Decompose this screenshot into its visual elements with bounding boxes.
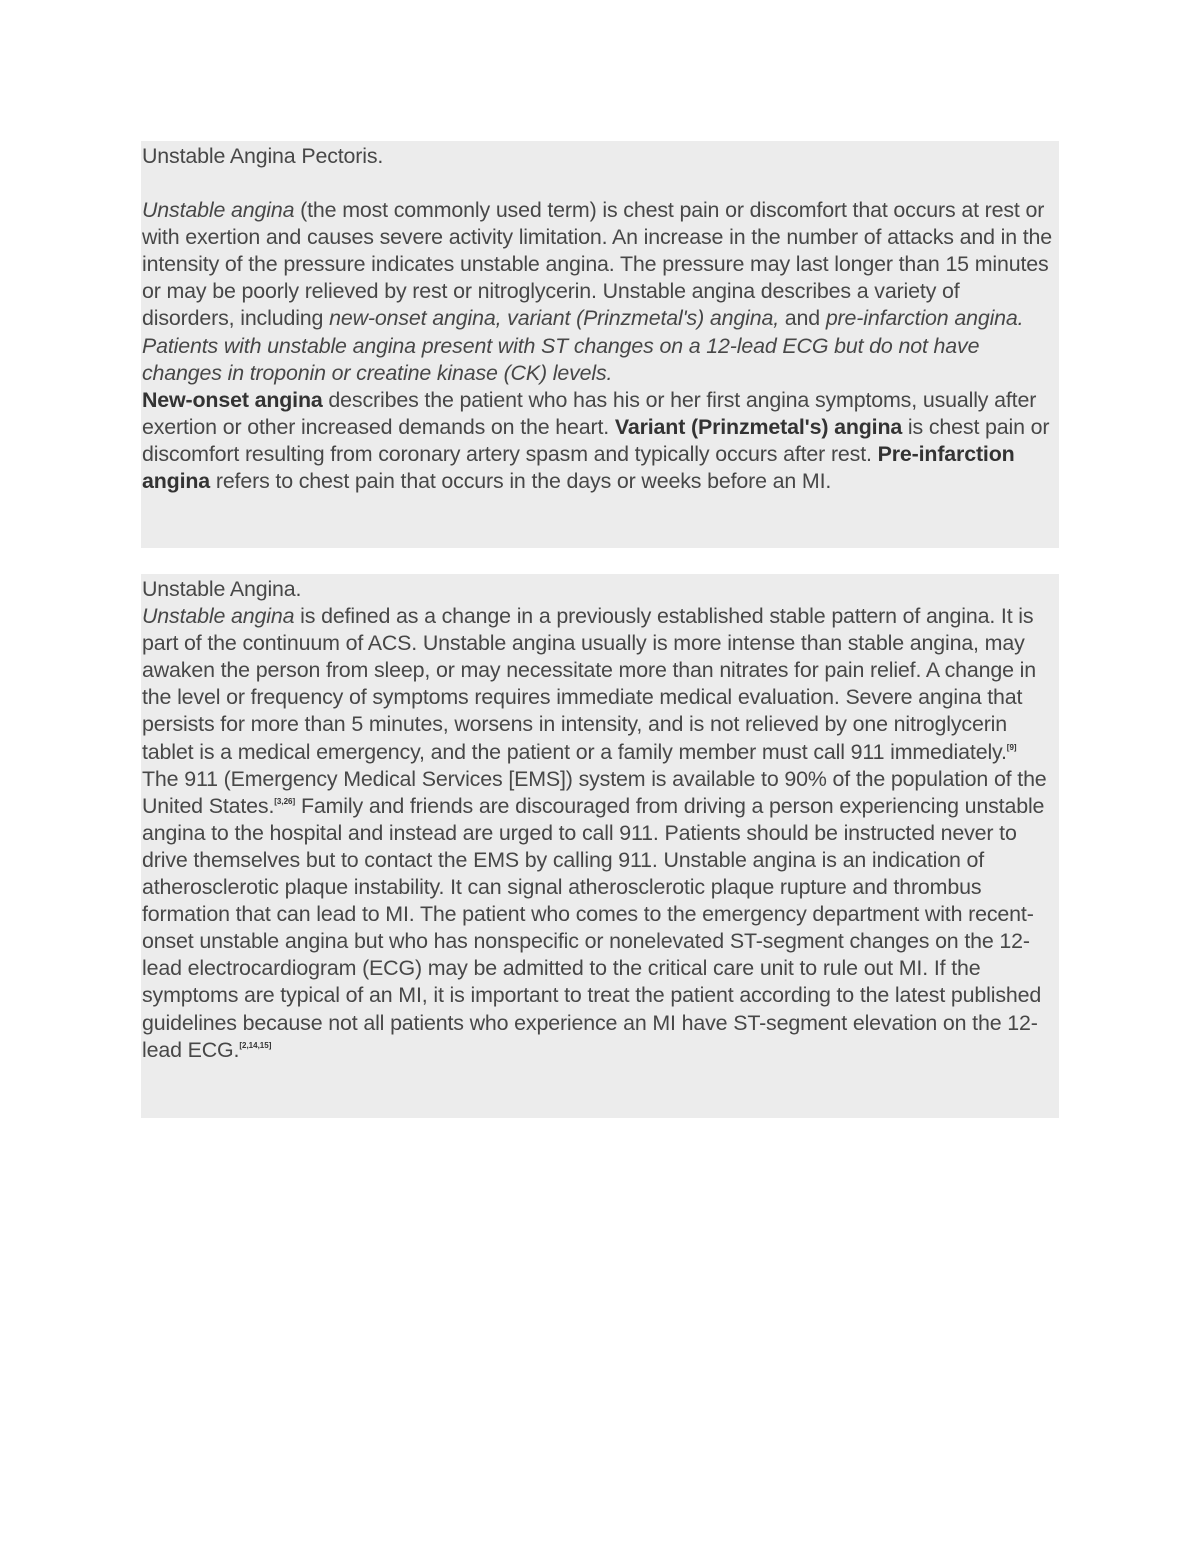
italic-term: Unstable angina <box>142 604 295 629</box>
text-run: describes the patient who has his or her first angina symptoms, usually after exertion or other increased demands on the heart. <box>142 387 1037 439</box>
section-unstable-angina <box>141 574 1059 1118</box>
text-run: refers to chest pain that occurs in the days or weeks before an MI. <box>210 469 832 494</box>
paragraph <box>142 197 1055 387</box>
blank-line <box>142 170 1055 197</box>
paragraph <box>142 603 1055 1064</box>
text-run: is defined as a change in a previously established stable pattern of angina. It is part of the continuum of ACS. Unstable angina usually is more intense than stable angina, may awaken the person from sleep, or may necessitate more than nitrates for pain relief. A change in the level or frequency of symptoms requires immediate medical evaluation. Severe angina that persists for more than 5 minutes, worsens in intensity, and is not relieved by one nitroglycerin tablet is a medical emergency, and the patient or a family member must call 911 immediately. <box>142 604 1037 764</box>
bold-term: Variant (Prinzmetal's) angina <box>614 414 903 439</box>
text-run: Family and friends are discouraged from driving a person experiencing unstable angina to the hospital and instead are urged to call 911. Patients should be instructed never to drive themselves but to contact the EMS by calling 911. Unstable angina is an indication of atherosclerotic plaque instability. It can signal atherosclerotic plaque rupture and thrombus formation that can lead to MI. The patient who comes to the emergency department with recent-onset unstable angina but who has nonspecific or nonelevated ST-segment changes on the 12-lead electrocardiogram (ECG) may be admitted to the critical care unit to rule out MI. If the symptoms are typical of an MI, it is important to treat the patient according to the latest published guidelines because not all patients who experience an MI have ST-segment elevation on the 12-lead ECG. <box>142 793 1045 1062</box>
bold-term: New-onset angina <box>142 387 323 412</box>
citation-reference: [2,14,15] <box>239 1040 272 1050</box>
paragraph <box>142 387 1055 495</box>
citation-reference: [9] <box>1006 742 1017 752</box>
section-unstable-angina-pectoris <box>141 141 1059 548</box>
text-run: The 911 (Emergency Medical Services [EMS]) system is available to 90% of the population of the United States. <box>142 766 1047 818</box>
citation-reference: [3,26] <box>274 796 296 806</box>
text-run: (the most commonly used term) is chest pain or discomfort that occurs at rest or with exertion and causes severe activity limitation. An increase in the number of attacks and in the intensity of the pressure indicates unstable angina. The pressure may last longer than 15 minutes or may be poorly relieved by rest or nitroglycerin. Unstable angina describes a variety of disorders, including <box>142 198 1053 331</box>
text-run: and <box>778 306 826 331</box>
italic-term: new-onset angina, variant (Prinzmetal's) angina, <box>329 306 779 331</box>
text-run: is chest pain or discomfort resulting from coronary artery spasm and typically occurs after rest. <box>142 414 1050 466</box>
italic-term: Unstable angina <box>142 198 295 223</box>
section-title: Unstable Angina Pectoris. <box>142 144 384 168</box>
section-title: Unstable Angina. <box>142 577 302 601</box>
bold-term: Pre-infarction angina <box>142 441 1015 494</box>
italic-term: pre-infarction angina. Patients with unstable angina present with ST changes on a 12-lead ECG but do not have changes in troponin or creatine kinase (CK) levels. <box>142 306 1024 385</box>
